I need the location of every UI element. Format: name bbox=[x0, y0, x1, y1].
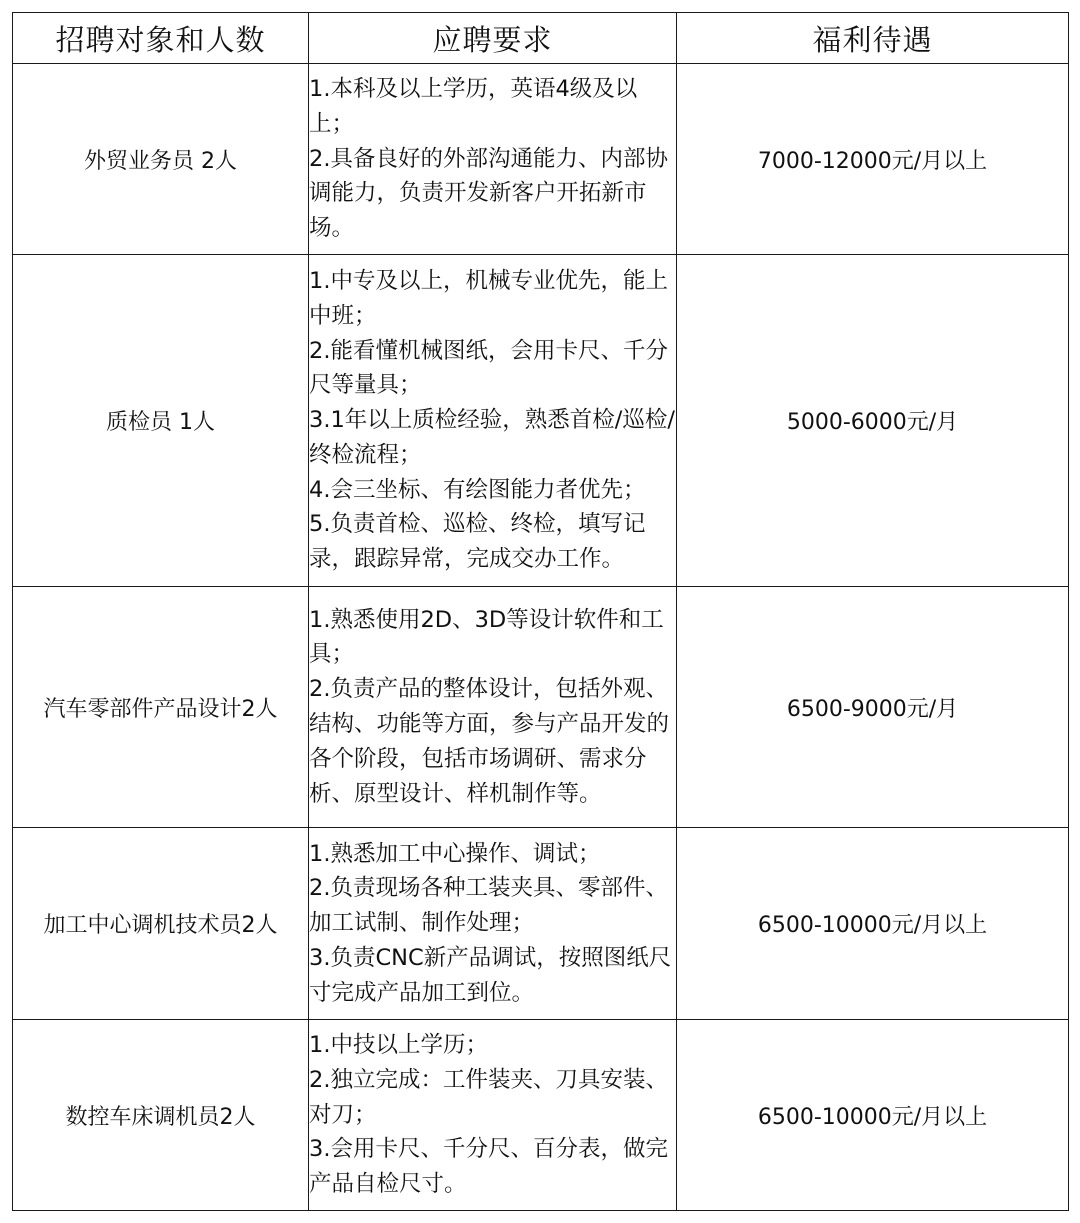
requirement-item: 3.负责CNC新产品调试，按照图纸尺寸完成产品加工到位。 bbox=[309, 944, 672, 1006]
requirement-item: 2.负责产品的整体设计，包括外观、结构、功能等方面，参与产品开发的各个阶段，包括市场调研、需求分析、原型设计、样机制作等。 bbox=[309, 676, 670, 807]
table-row bbox=[13, 828, 1069, 1020]
requirement-item: 5.负责首检、巡检、终检，填写记录，跟踪异常，完成交办工作。 bbox=[309, 511, 646, 573]
table-row bbox=[13, 64, 1069, 255]
position-cell: 加工中心调机技术员2人 bbox=[13, 828, 309, 1020]
salary-cell: 6500-10000元/月以上 bbox=[677, 1020, 1069, 1211]
table-row bbox=[13, 1020, 1069, 1211]
position-cell: 外贸业务员 2人 bbox=[13, 64, 309, 255]
requirement-item: 2.具备良好的外部沟通能力、内部协调能力，负责开发新客户开拓新市场。 bbox=[309, 145, 668, 242]
requirement-item: 2.能看懂机械图纸，会用卡尺、千分尺等量具； bbox=[309, 337, 668, 399]
table-row bbox=[13, 587, 1069, 828]
requirements-cell bbox=[309, 255, 677, 587]
requirement-item: 1.熟悉使用2D、3D等设计软件和工具； bbox=[309, 606, 664, 668]
requirement-item: 1.熟悉加工中心操作、调试； bbox=[309, 840, 601, 867]
salary-cell: 6500-9000元/月 bbox=[677, 587, 1069, 828]
header-row bbox=[13, 13, 1069, 64]
header-requirements: 应聘要求 bbox=[309, 13, 677, 64]
header-salary: 福利待遇 bbox=[677, 13, 1069, 64]
requirements-cell bbox=[309, 1020, 677, 1211]
requirement-item: 3.会用卡尺、千分尺、百分表，做完产品自检尺寸。 bbox=[309, 1136, 668, 1198]
salary-cell: 6500-10000元/月以上 bbox=[677, 828, 1069, 1020]
requirements-cell bbox=[309, 587, 677, 828]
requirement-item: 2.独立完成：工件装夹、刀具安装、对刀； bbox=[309, 1066, 668, 1128]
position-cell: 数控车床调机员2人 bbox=[13, 1020, 309, 1211]
header-position: 招聘对象和人数 bbox=[13, 13, 309, 64]
requirement-item: 1.中专及以上，机械专业优先，能上中班； bbox=[309, 267, 668, 329]
position-cell: 汽车零部件产品设计2人 bbox=[13, 587, 309, 828]
table-row bbox=[13, 255, 1069, 587]
recruitment-table bbox=[12, 12, 1069, 1211]
requirements-cell bbox=[309, 64, 677, 255]
requirement-item: 2.负责现场各种工装夹具、零部件、加工试制、制作处理； bbox=[309, 875, 668, 937]
requirements-cell bbox=[309, 828, 677, 1020]
requirement-item: 4.会三坐标、有绘图能力者优先； bbox=[309, 476, 646, 503]
requirement-item: 3.1年以上质检经验，熟悉首检/巡检/终检流程； bbox=[309, 407, 675, 468]
salary-cell: 5000-6000元/月 bbox=[677, 255, 1069, 587]
requirement-item: 1.中技以上学历； bbox=[309, 1032, 488, 1058]
position-cell: 质检员 1人 bbox=[13, 255, 309, 587]
salary-cell: 7000-12000元/月以上 bbox=[677, 64, 1069, 255]
requirement-item: 1.本科及以上学历，英语4级及以上； bbox=[309, 76, 638, 137]
